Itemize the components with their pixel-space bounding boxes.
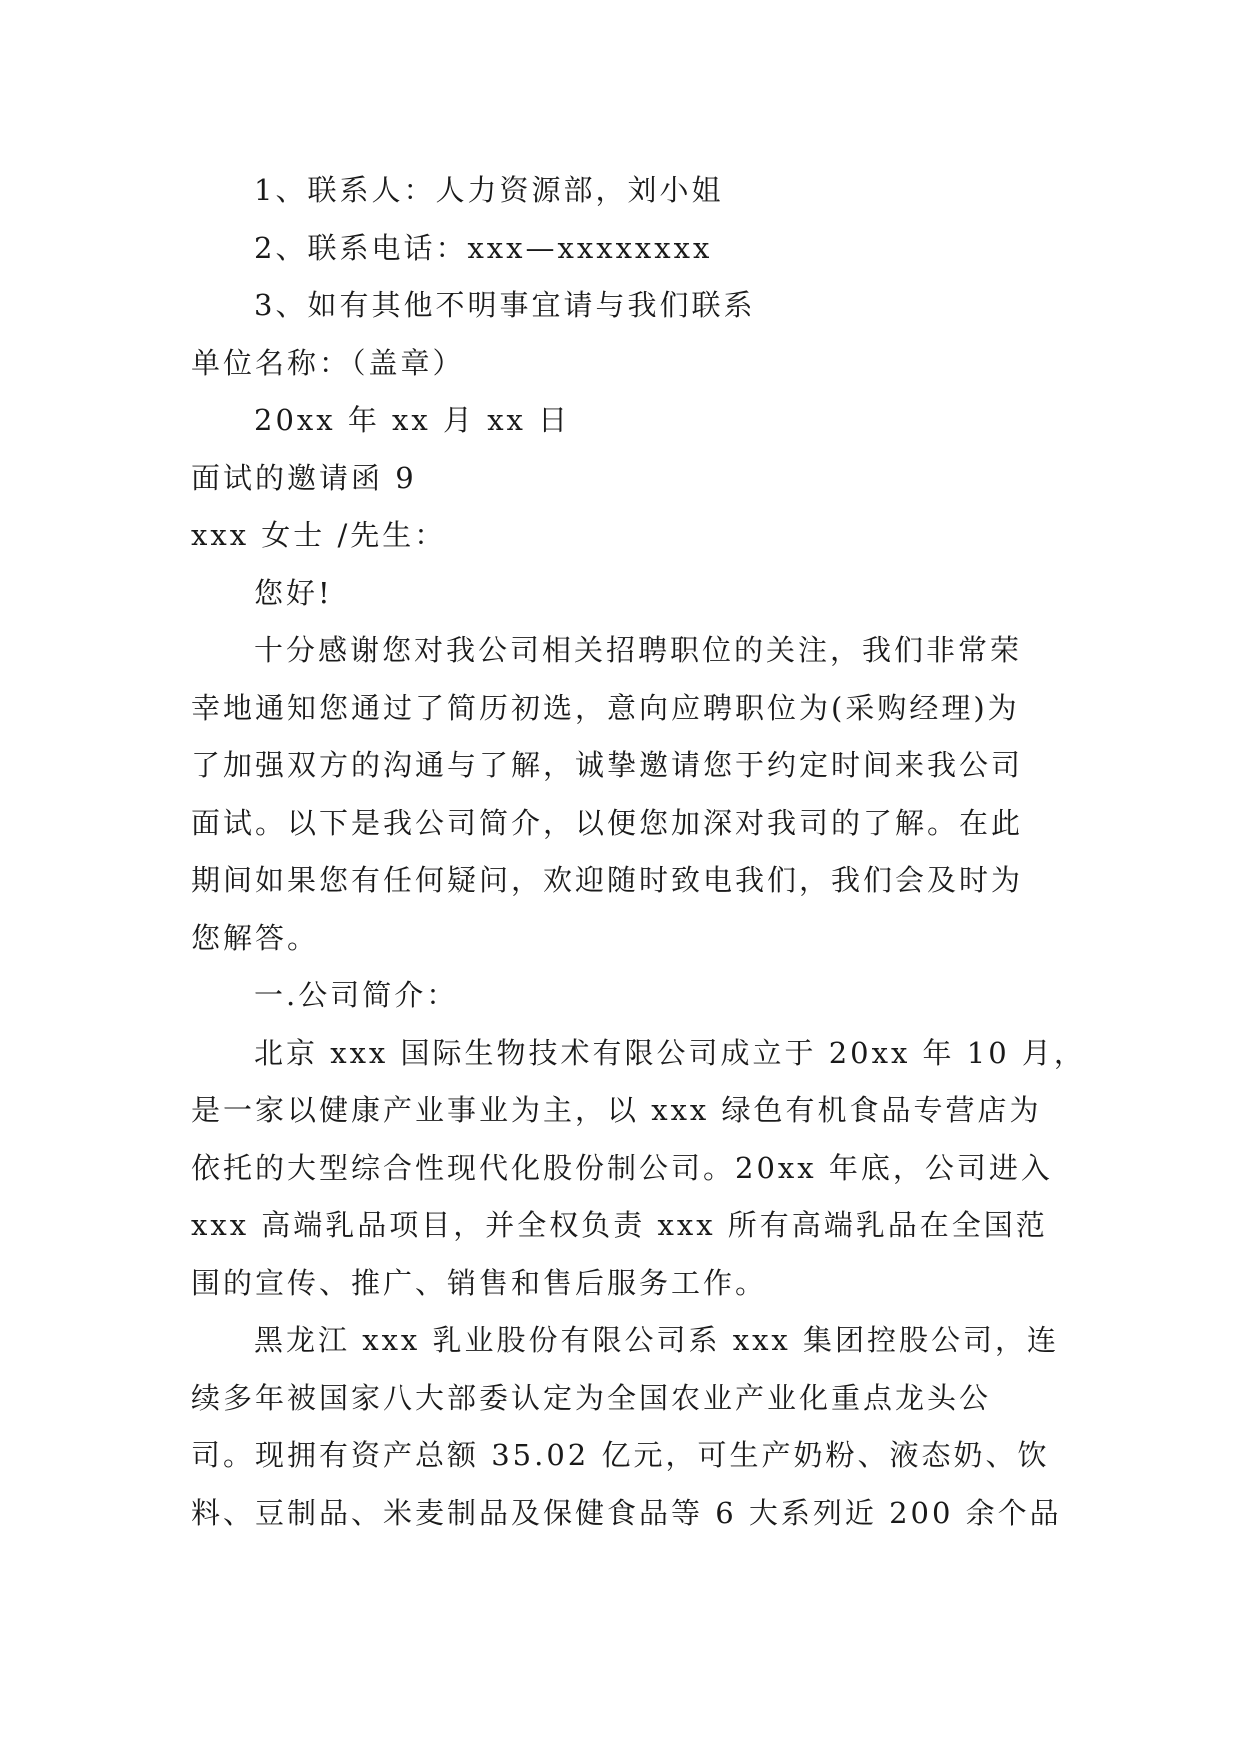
intro-line: 面试。以下是我公司简介，以便您加深对我司的了解。在此: [191, 805, 1024, 840]
dairy-line: 黑龙江 xxx 乳业股份有限公司系 xxx 集团控股公司，连: [254, 1323, 1060, 1357]
company-line: 围的宣传、推广、销售和售后服务工作。: [191, 1265, 768, 1300]
unit-name: 单位名称：（盖章）: [191, 345, 465, 380]
signature-date: 20xx 年 xx 月 xx 日: [254, 403, 571, 437]
dairy-line: 司。现拥有资产总额 35.02 亿元，可生产奶粉、液态奶、饮: [191, 1438, 1050, 1472]
company-line: 是一家以健康产业事业为主，以 xxx 绿色有机食品专营店为: [191, 1093, 1042, 1127]
salutation: xxx 女士 /先生：: [191, 518, 447, 552]
document-page: [191, 162, 1086, 1542]
contact-person: 1、联系人：人力资源部，刘小姐: [254, 173, 724, 207]
intro-line: 您解答。: [191, 920, 320, 955]
intro-line: 十分感谢您对我公司相关招聘职位的关注，我们非常荣: [254, 633, 1023, 667]
contact-note: 3、如有其他不明事宜请与我们联系: [254, 288, 756, 322]
contact-phone: 2、联系电话：xxx—xxxxxxxx: [254, 230, 713, 265]
intro-line: 幸地通知您通过了简历初选，意向应聘职位为(采购经理)为: [191, 690, 1020, 725]
intro-line: 了加强双方的沟通与了解，诚挚邀请您于约定时间来我公司: [191, 748, 1024, 782]
greeting: 您好!: [254, 575, 333, 610]
dairy-line: 续多年被国家八大部委认定为全国农业产业化重点龙头公: [191, 1380, 992, 1415]
company-line: 依托的大型综合性现代化股份制公司。20xx 年底，公司进入: [191, 1150, 1053, 1185]
intro-paragraph: [191, 622, 1051, 967]
intro-line: 期间如果您有任何疑问，欢迎随时致电我们，我们会及时为: [191, 863, 1024, 897]
company-paragraph: [191, 1025, 1086, 1313]
dairy-line: 料、豆制品、米麦制品及保健食品等 6 大系列近 200 余个品: [191, 1495, 1062, 1530]
letter-title: 面试的邀请函 9: [191, 460, 417, 495]
company-line: xxx 高端乳品项目，并全权负责 xxx 所有高端乳品在全国范: [191, 1208, 1048, 1242]
dairy-paragraph: [191, 1312, 1062, 1542]
company-line: 北京 xxx 国际生物技术有限公司成立于 20xx 年 10 月，: [254, 1035, 1086, 1070]
section-heading: 一.公司简介：: [254, 978, 459, 1012]
